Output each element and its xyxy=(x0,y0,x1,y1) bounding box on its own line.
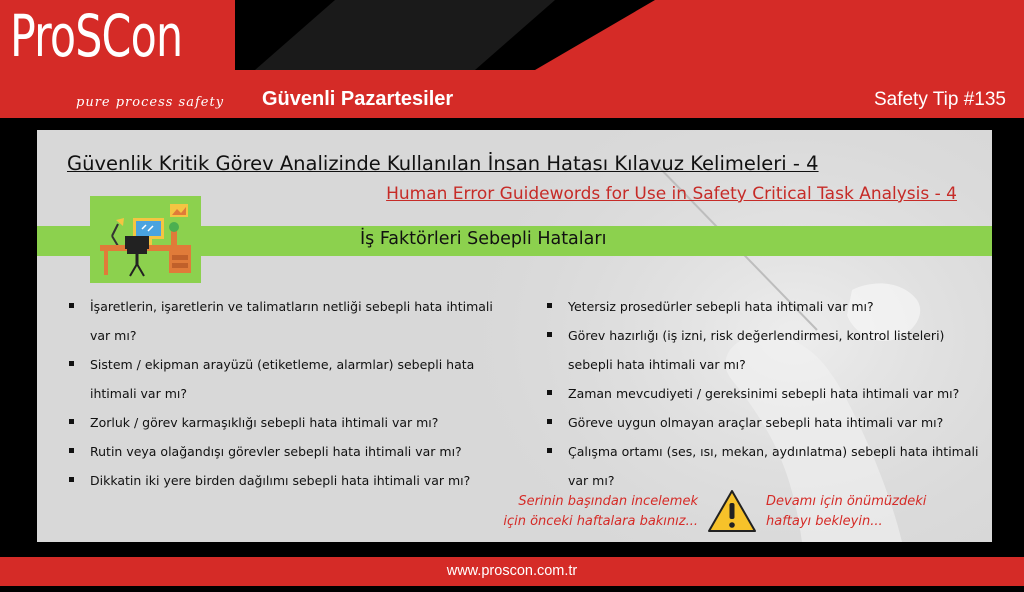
safety-tip-number: Safety Tip #135 xyxy=(873,89,1006,110)
list-item: Çalışma ortamı (ses, ısı, mekan, aydınlatma) sebepli hata ihtimali var mı? xyxy=(547,437,987,495)
list-item: Dikkatin iki yere birden dağılımı sebepli hata ihtimali var mı? xyxy=(69,466,499,495)
previous-weeks-note xyxy=(503,492,698,532)
logo-tagline: pure process safety xyxy=(76,95,225,110)
note-line: haftayı bekleyin... xyxy=(766,514,883,529)
section-title: İş Faktörleri Sebepli Hataları xyxy=(360,229,607,249)
logo-box xyxy=(0,0,235,118)
footer-website-link[interactable]: www.proscon.com.tr xyxy=(446,563,578,579)
logo: ProSCon xyxy=(10,2,183,70)
next-week-note xyxy=(766,492,926,532)
list-item: Zaman mevcudiyeti / gereksinimi sebepli hata ihtimali var mı? xyxy=(547,379,987,408)
right-guideword-list xyxy=(547,292,987,495)
list-item: İşaretlerin, işaretlerin ve talimatların netliği sebepli hata ihtimali var mı? xyxy=(69,292,499,350)
title-turkish: Güvenlik Kritik Görev Analizinde Kullanılan İnsan Hatası Kılavuz Kelimeleri - 4 xyxy=(67,152,819,175)
header-decoration xyxy=(235,0,1024,70)
list-item: Göreve uygun olmayan araçlar sebepli hata ihtimali var mı? xyxy=(547,408,987,437)
list-item: Yetersiz prosedürler sebepli hata ihtimali var mı? xyxy=(547,292,987,321)
title-english[interactable]: Human Error Guidewords for Use in Safety Critical Task Analysis - 4 xyxy=(386,184,957,204)
note-line: için önceki haftalara bakınız... xyxy=(503,514,698,529)
list-item: Görev hazırlığı (iş izni, risk değerlendirmesi, kontrol listeleri) sebepli hata ihtimali var mı? xyxy=(547,321,987,379)
list-item: Zorluk / görev karmaşıklığı sebepli hata ihtimali var mı? xyxy=(69,408,499,437)
note-line: Devamı için önümüzdeki xyxy=(766,494,927,509)
warning-icon xyxy=(706,488,758,534)
desk-illustration-icon xyxy=(90,196,201,283)
list-item: Rutin veya olağandışı görevler sebepli hata ihtimali var mı? xyxy=(69,437,499,466)
content-panel xyxy=(37,130,992,542)
header-bar xyxy=(0,0,1024,118)
left-guideword-list xyxy=(69,292,499,495)
list-item: Sistem / ekipman arayüzü (etiketleme, alarmlar) sebepli hata ihtimali var mı? xyxy=(69,350,499,408)
header-title: Güvenli Pazartesiler xyxy=(262,88,454,110)
note-line: Serinin başından incelemek xyxy=(518,494,698,509)
